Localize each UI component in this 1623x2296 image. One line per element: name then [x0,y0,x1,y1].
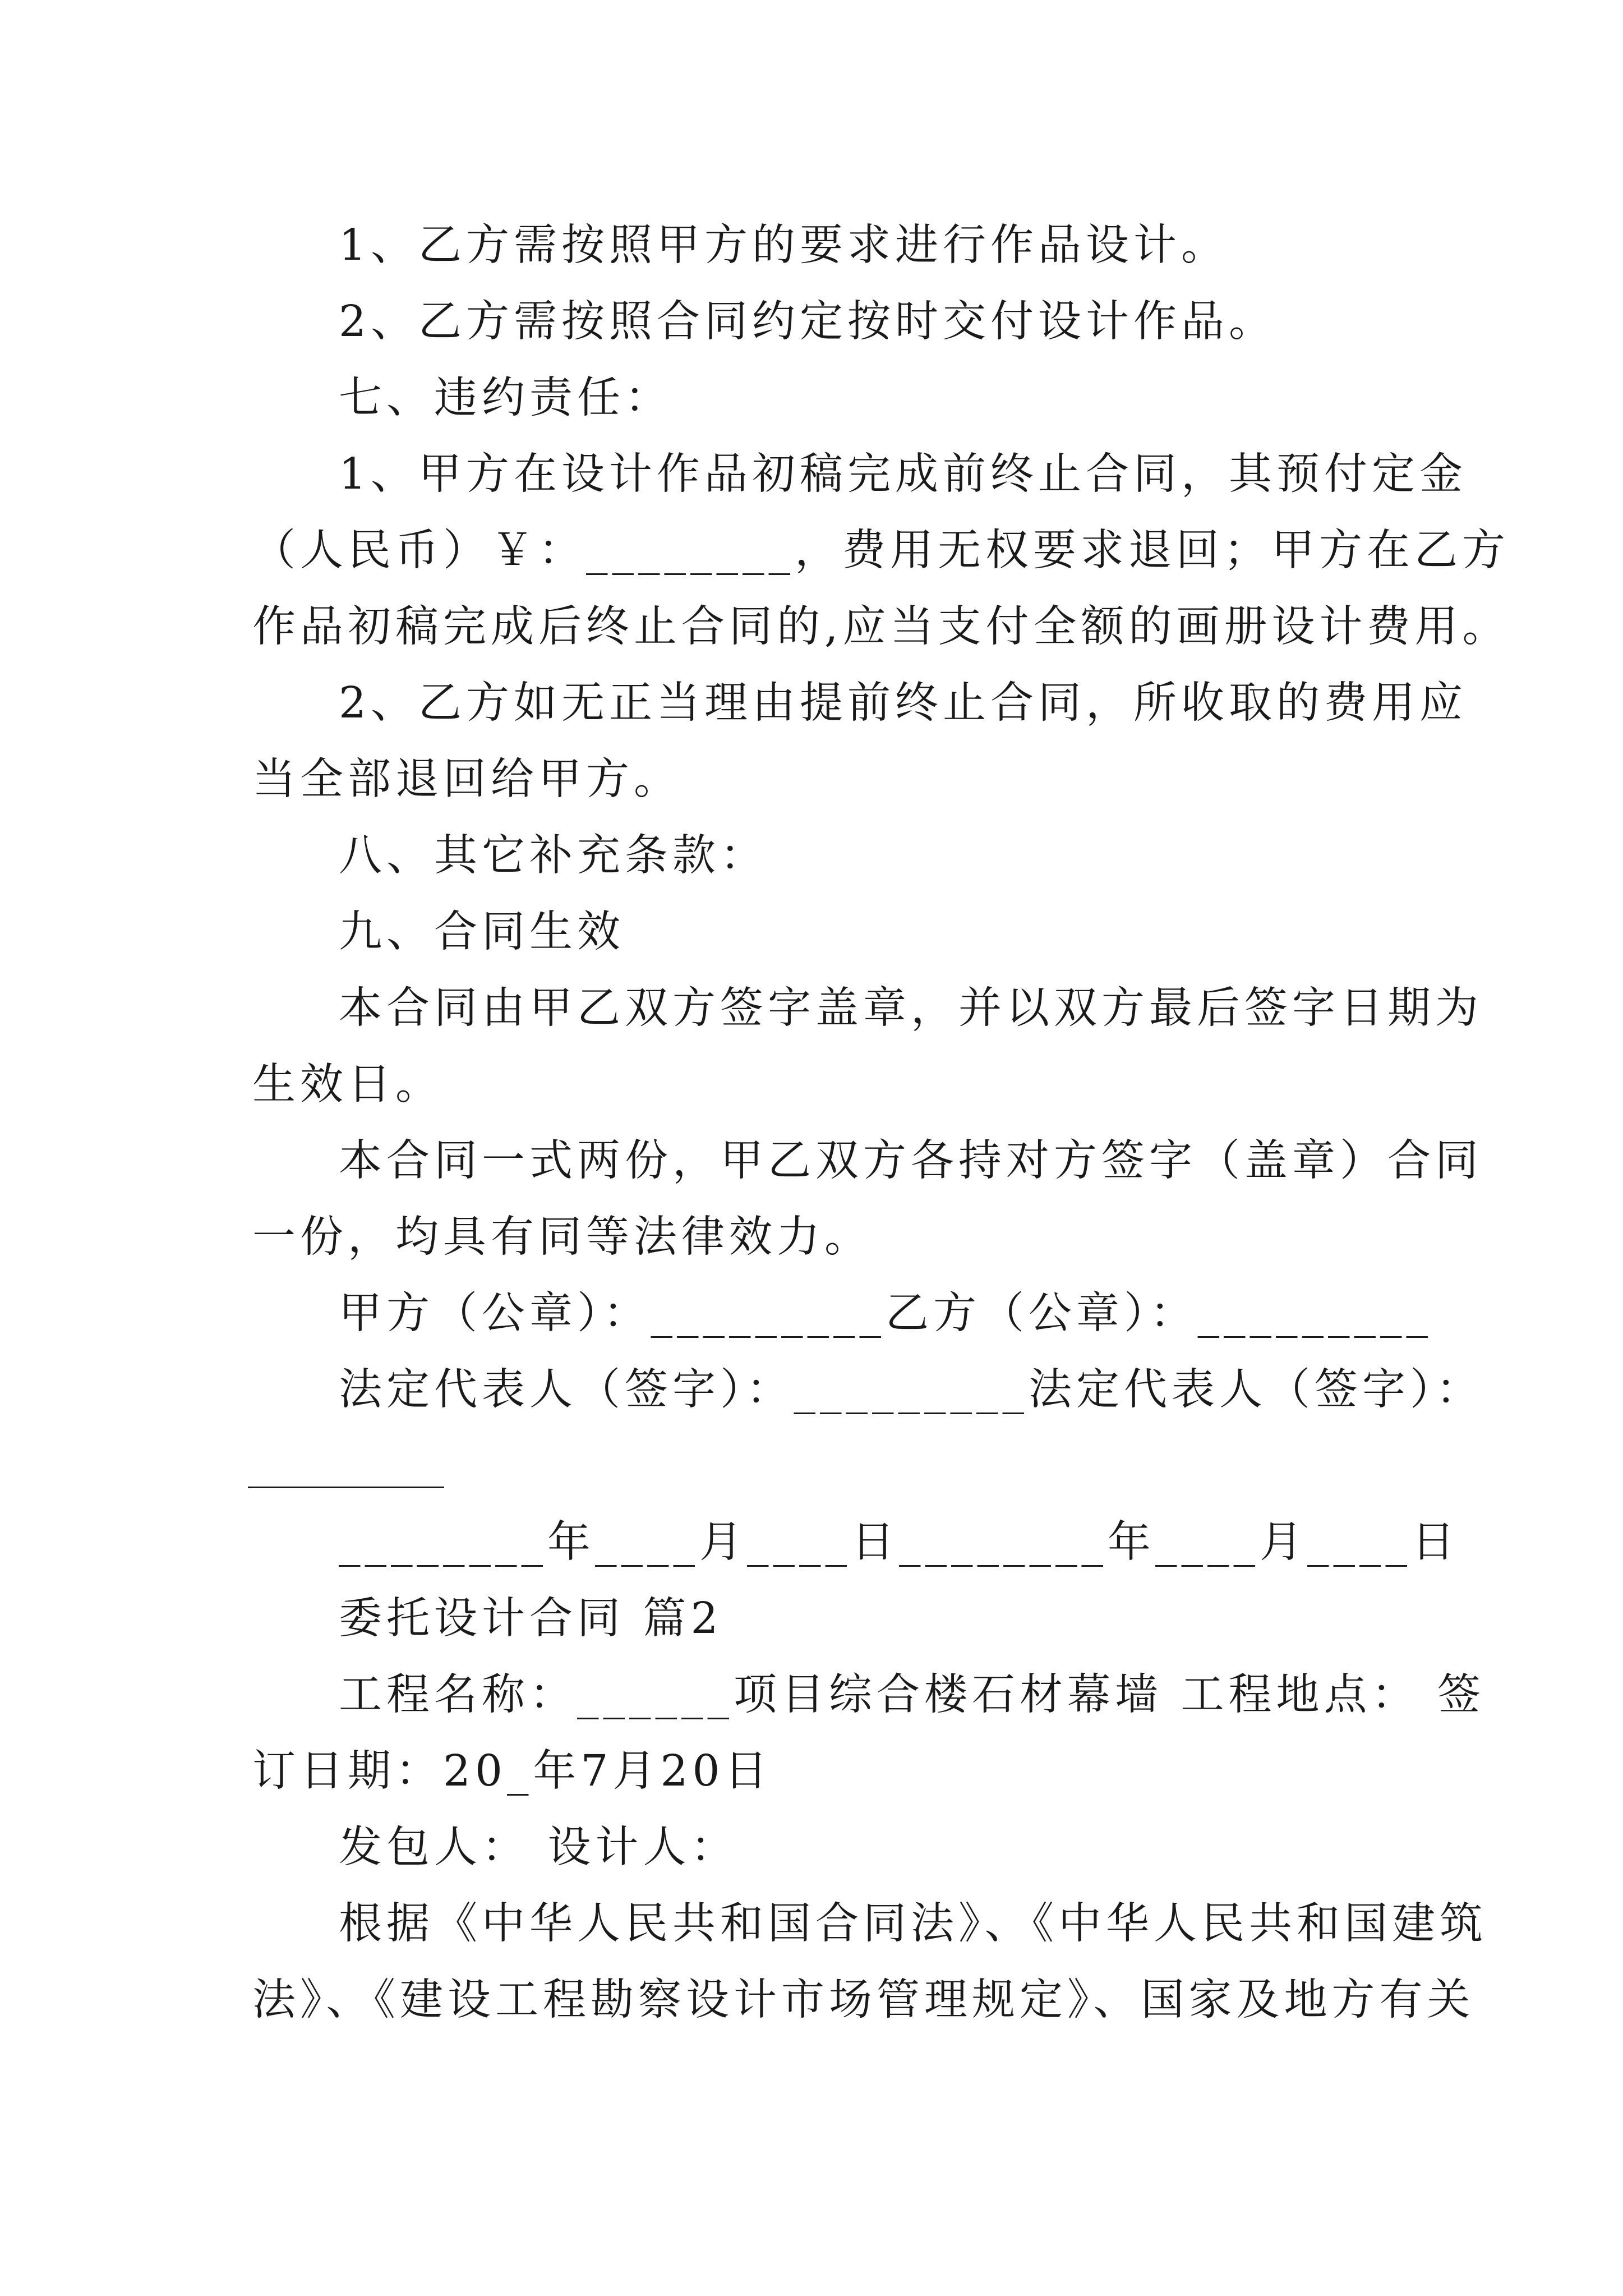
clause-line: （人民币）￥：________，费用无权要求退回；甲方在乙方 [252,526,1510,576]
clause-line: 2、乙方需按照合同约定按时交付设计作品。 [339,297,1276,347]
section-heading: 九、合同生效 [339,907,625,957]
clause-line: 本合同由甲乙双方签字盖章，并以双方最后签字日期为 [339,983,1483,1033]
signature-line: 甲方（公章）：_________乙方（公章）：_________ [339,1289,1432,1338]
signature-blank [248,1487,444,1488]
clause-line: 1、乙方需按照甲方的要求进行作品设计。 [339,220,1229,270]
date-line: ________年____月____日________年____月____日 [339,1517,1459,1567]
clause-line: 2、乙方如无正当理由提前终止合同，所收取的费用应 [339,678,1467,728]
signature-line: 法定代表人（签字）：_________法定代表人（签字）： [339,1365,1484,1415]
clause-line: 发包人： 设计人： [339,1823,739,1872]
clause-line: 订日期：20_年7月20日 [252,1746,772,1796]
clause-line: 一份，均具有同等法律效力。 [252,1212,872,1262]
clause-line: 1、甲方在设计作品初稿完成前终止合同，其预付定金 [339,449,1467,499]
clause-line: 当全部退回给甲方。 [252,754,681,804]
clause-line: 工程名称：______项目综合楼石材幕墙 工程地点： 签 [339,1670,1485,1720]
clause-line: 生效日。 [252,1060,443,1110]
clause-line: 法》、《建设工程勘察设计市场管理规定》、国家及地方有关 [252,1975,1475,2025]
contract-heading: 委托设计合同 篇2 [339,1594,723,1644]
section-heading: 七、违约责任： [339,373,672,423]
clause-line: 根据《中华人民共和国合同法》、《中华人民共和国建筑 [339,1899,1487,1949]
clause-line: 本合同一式两份，甲乙双方各持对方签字（盖章）合同 [339,1136,1483,1186]
clause-line: 作品初稿完成后终止合同的,应当支付全额的画册设计费用。 [252,602,1510,652]
section-heading: 八、其它补充条款： [339,831,768,881]
